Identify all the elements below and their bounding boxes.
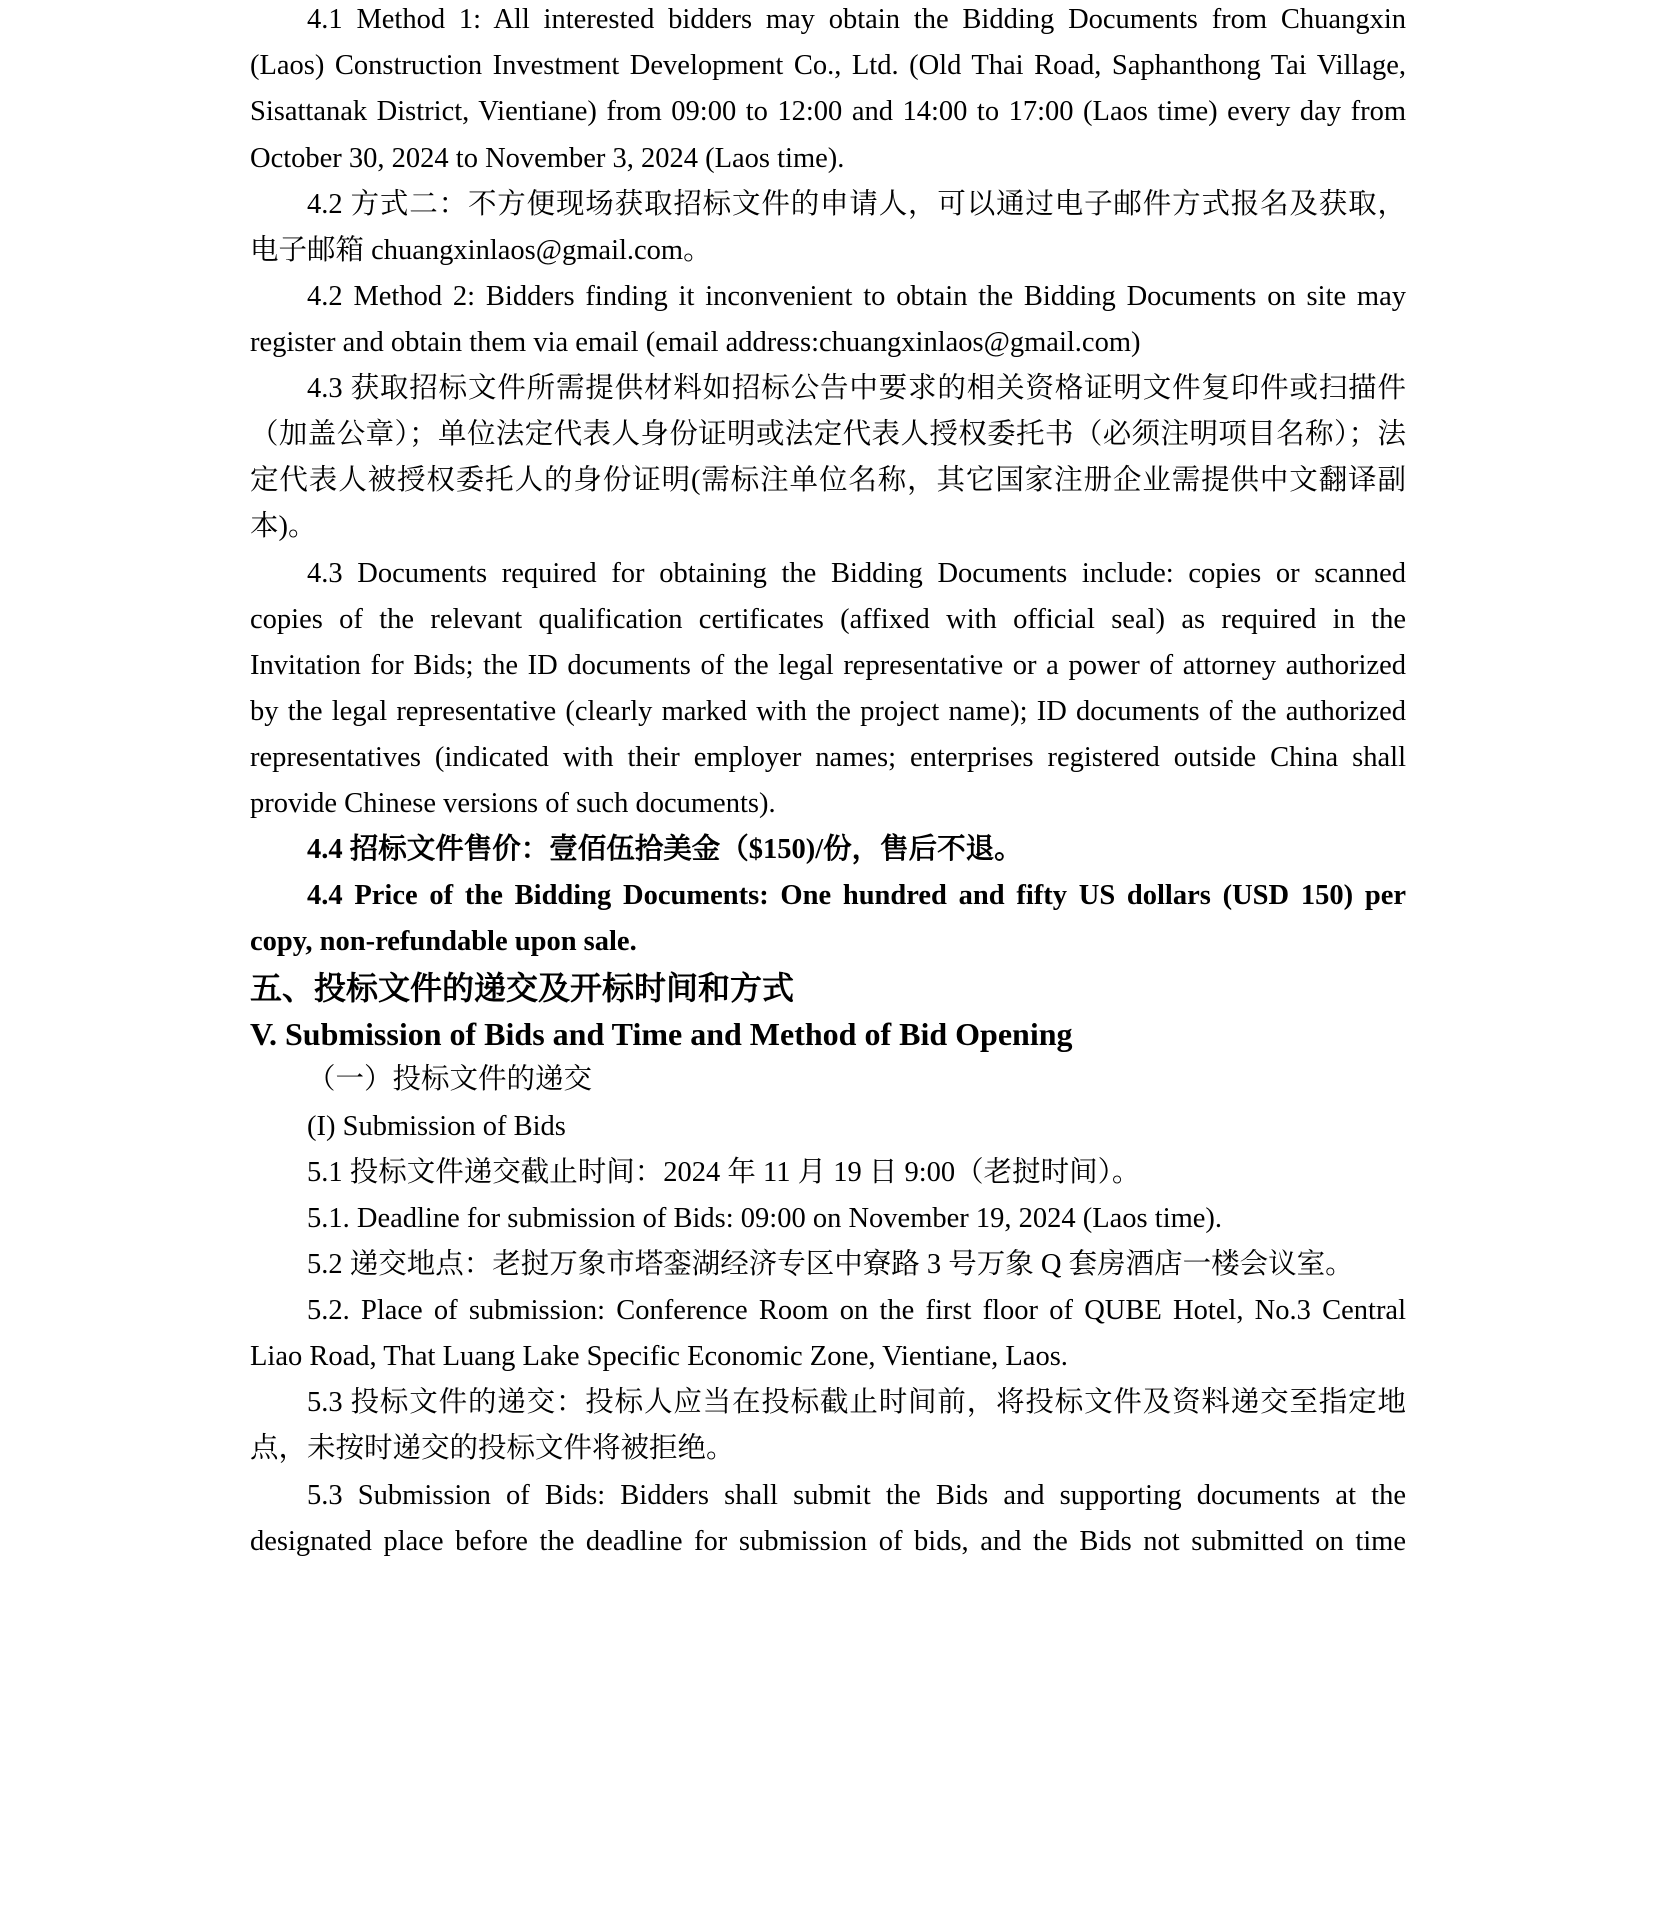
para-4-4-en-line-2: copy, non-refundable upon sale. [250, 926, 637, 957]
para-4-2-zh-line-1: 4.2 方式二：不方便现场获取招标文件的申请人，可以通过电子邮件方式报名及获取， [307, 189, 1406, 220]
para-5-2-zh: 5.2 递交地点：老挝万象市塔銮湖经济专区中寮路 3 号万象 Q 套房酒店一楼会议室。 [307, 1249, 1354, 1280]
section-5-heading-en: V. Submission of Bids and Time and Method of Bid Opening [250, 1016, 1073, 1052]
para-4-2-zh-line-2: 电子邮箱 chuangxinlaos@gmail.com。 [250, 235, 712, 266]
para-4-3-zh-line-1: 4.3 获取招标文件所需提供材料如招标公告中要求的相关资格证明文件复印件或扫描件 [307, 373, 1406, 404]
para-5-2-en-line-2: Liao Road, That Luang Lake Specific Economic Zone, Vientiane, Laos. [250, 1341, 1068, 1372]
subsection-1-heading-zh: （一）投标文件的递交 [307, 1064, 593, 1095]
para-5-3-zh-line-2: 点，未按时递交的投标文件将被拒绝。 [250, 1433, 735, 1464]
para-4-1-en-line-3: Sisattanak District, Vientiane) from 09:00 to 12:00 and 14:00 to 17:00 (Laos time) every day from [250, 96, 1406, 127]
para-4-3-zh-line-3: 定代表人被授权委托人的身份证明(需标注单位名称，其它国家注册企业需提供中文翻译副 [250, 465, 1406, 496]
subsection-1-heading-en: (I) Submission of Bids [307, 1111, 566, 1142]
para-4-4-en-line-1: 4.4 Price of the Bidding Documents: One hundred and fifty US dollars (USD 150) per [307, 880, 1406, 911]
para-5-3-en-line-1: 5.3 Submission of Bids: Bidders shall submit the Bids and supporting documents at the [307, 1480, 1406, 1511]
para-5-2-en-line-1: 5.2. Place of submission: Conference Room on the first floor of QUBE Hotel, No.3 Central [307, 1295, 1406, 1326]
para-5-3-zh-line-1: 5.3 投标文件的递交：投标人应当在投标截止时间前，将投标文件及资料递交至指定地 [307, 1387, 1406, 1418]
para-4-3-en-line-2: copies of the relevant qualification certificates (affixed with official seal) as required in the [250, 604, 1406, 635]
para-5-1-zh: 5.1 投标文件递交截止时间：2024 年 11 月 19 日 9:00（老挝时间）。 [307, 1157, 1141, 1188]
para-5-1-en: 5.1. Deadline for submission of Bids: 09:00 on November 19, 2024 (Laos time). [307, 1203, 1223, 1234]
section-5-heading-zh: 五、投标文件的递交及开标时间和方式 [250, 970, 795, 1006]
para-4-3-en-line-5: representatives (indicated with their employer names; enterprises registered outside China shall [250, 742, 1406, 773]
para-4-4-zh: 4.4 招标文件售价：壹佰伍拾美金（$150)/份，售后不退。 [307, 834, 1023, 865]
para-4-1-en-line-1: 4.1 Method 1: All interested bidders may obtain the Bidding Documents from Chuangxin [307, 4, 1406, 35]
para-4-3-zh-line-2: （加盖公章）；单位法定代表人身份证明或法定代表人授权委托书（必须注明项目名称）；法 [250, 419, 1406, 450]
para-4-3-en-line-6: provide Chinese versions of such documents). [250, 788, 776, 819]
para-4-1-en-line-4: October 30, 2024 to November 3, 2024 (Laos time). [250, 143, 845, 174]
para-4-3-en-line-3: Invitation for Bids; the ID documents of the legal representative or a power of attorney authorized [250, 650, 1406, 681]
para-4-1-en-line-2: (Laos) Construction Investment Development Co., Ltd. (Old Thai Road, Saphanthong Tai Village, [250, 50, 1406, 81]
para-4-2-en-line-2: register and obtain them via email (email address:chuangxinlaos@gmail.com) [250, 327, 1141, 358]
para-5-3-en-line-2: designated place before the deadline for submission of bids, and the Bids not submitted on time [250, 1526, 1406, 1557]
para-4-2-en-line-1: 4.2 Method 2: Bidders finding it inconvenient to obtain the Bidding Documents on site may [307, 281, 1406, 312]
para-4-3-en-line-1: 4.3 Documents required for obtaining the Bidding Documents include: copies or scanned [307, 558, 1406, 589]
para-4-3-zh-line-4: 本)。 [250, 511, 317, 542]
para-4-3-en-line-4: by the legal representative (clearly marked with the project name); ID documents of the authorized [250, 696, 1406, 727]
